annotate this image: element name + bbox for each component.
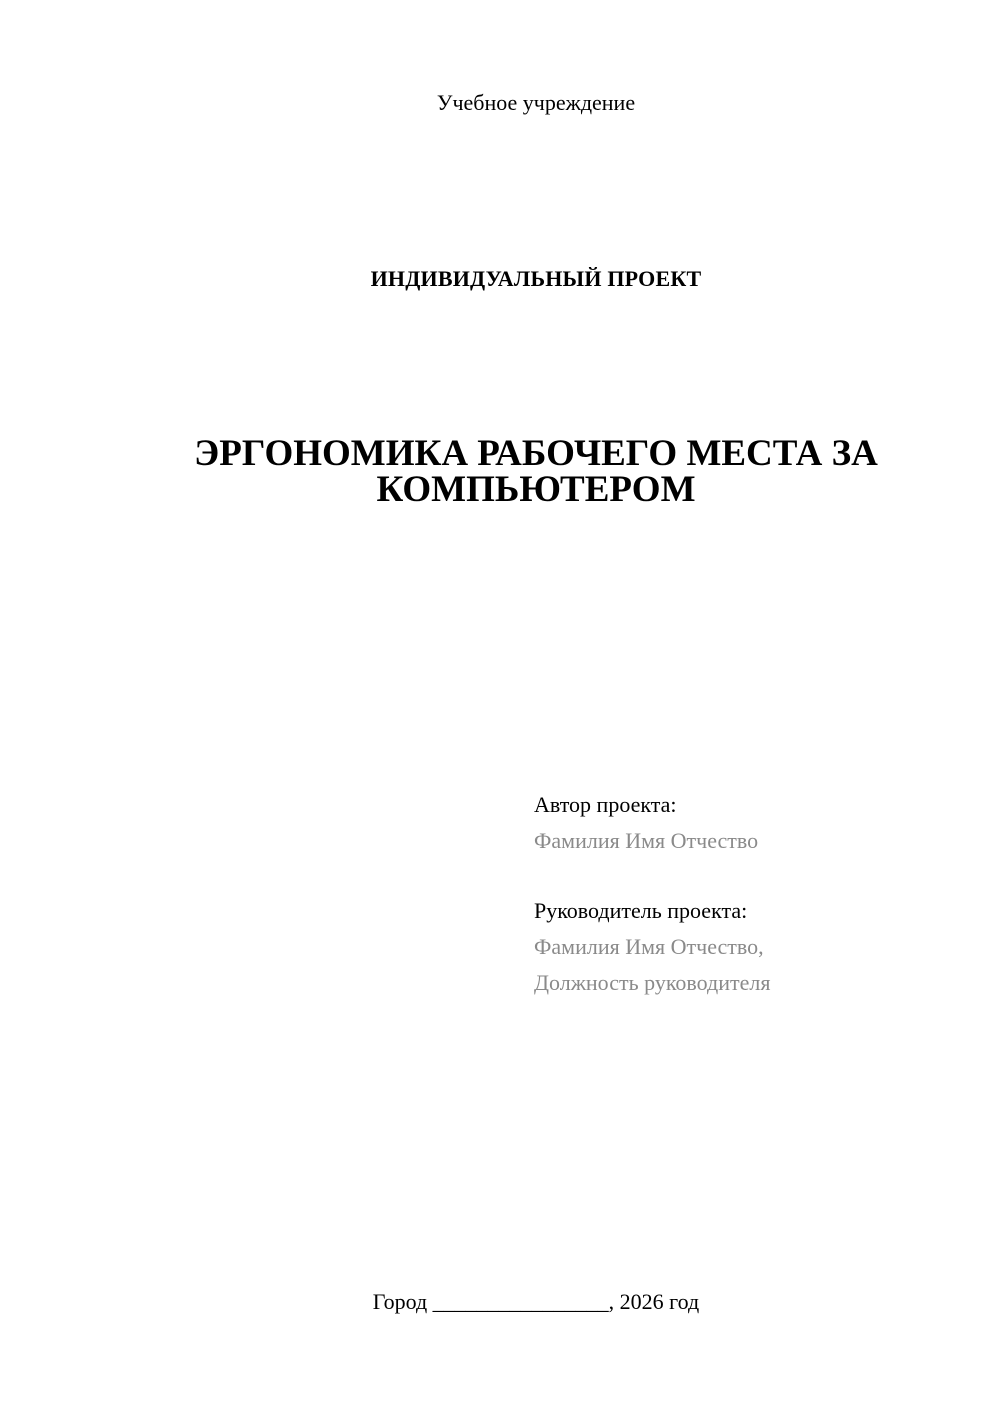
- credits-spacer: [534, 859, 974, 893]
- credits-block: [534, 787, 974, 1001]
- supervisor-name: Фамилия Имя Отчество,: [534, 934, 764, 959]
- city-year-footer: Город ________________, 2026 год: [372, 1289, 700, 1314]
- supervisor-label: Руководитель проекта:: [534, 898, 748, 923]
- project-title-line-2: КОМПЬЮТЕРОМ: [376, 469, 696, 510]
- institution-name: Учебное учреждение: [436, 90, 636, 115]
- project-title: [0, 433, 1000, 510]
- author-label: Автор проекта:: [534, 792, 677, 817]
- author-name: Фамилия Имя Отчество: [534, 828, 759, 853]
- project-title-line-1: ЭРГОНОМИКА РАБОЧЕГО МЕСТА ЗА: [194, 433, 878, 474]
- project-type-heading: ИНДИВИДУАЛЬНЫЙ ПРОЕКТ: [370, 266, 702, 291]
- supervisor-position: Должность руководителя: [534, 970, 771, 995]
